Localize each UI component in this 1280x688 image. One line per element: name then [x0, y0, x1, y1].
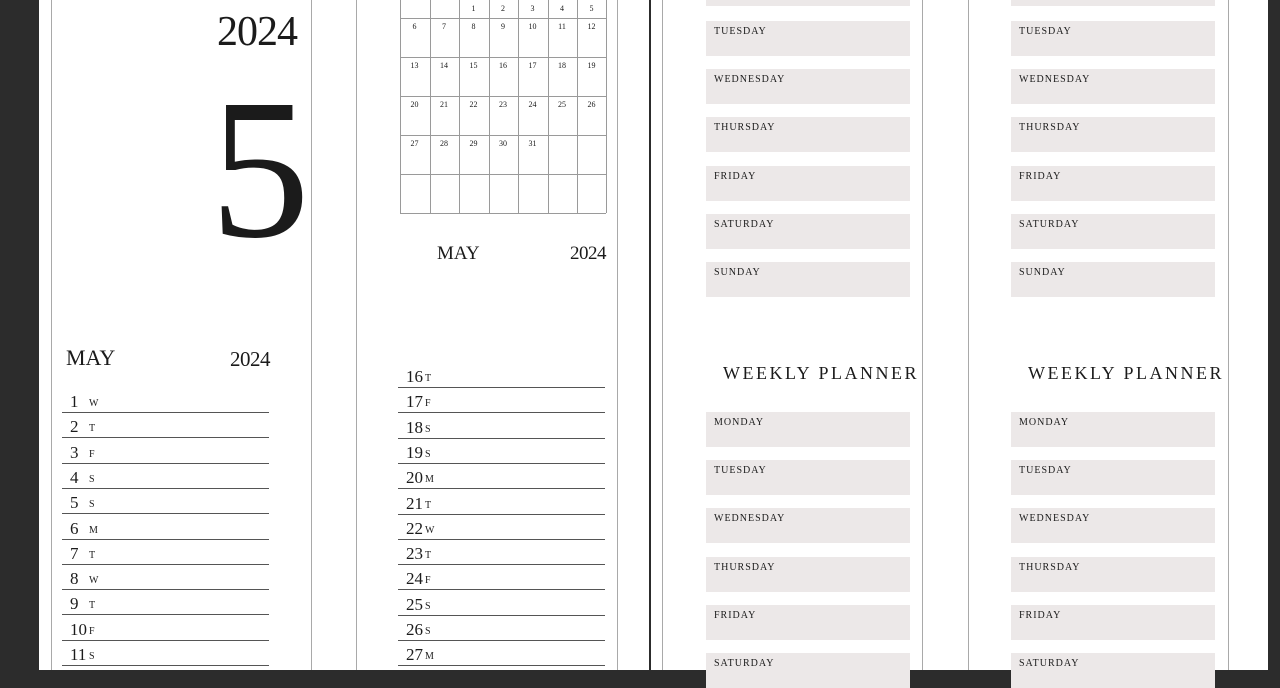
- panel3-left-border: [662, 0, 663, 670]
- calendar-day-cell[interactable]: 14: [440, 61, 448, 70]
- calendar-day-cell[interactable]: 12: [587, 22, 596, 31]
- day-number: 6: [70, 518, 79, 538]
- weekday-letter: S: [425, 626, 431, 637]
- panel3-weekly-planner-title: WEEKLY PLANNER: [723, 363, 920, 383]
- day-list-row[interactable]: [398, 360, 605, 385]
- calendar-day-cell[interactable]: 28: [440, 139, 448, 148]
- day-list-row[interactable]: [398, 588, 605, 613]
- panel2-right-border: [617, 0, 618, 670]
- weekday-letter: S: [425, 600, 431, 612]
- weekday-letter: M: [425, 474, 434, 486]
- planner-day-label: SATURDAY: [714, 658, 775, 669]
- weekday-letter: W: [89, 398, 99, 409]
- calendar-day-cell[interactable]: 30: [499, 139, 507, 148]
- planner-day-label: FRIDAY: [714, 609, 757, 621]
- planner-day-box[interactable]: [1011, 0, 1215, 6]
- day-list-row[interactable]: [398, 562, 605, 587]
- calendar-grid-line: [400, 135, 606, 136]
- calendar-day-cell[interactable]: 4: [560, 4, 564, 13]
- weekday-letter: T: [89, 549, 96, 561]
- panel1-day-number: 5: [210, 59, 310, 280]
- panel2-left-border: [356, 0, 357, 670]
- weekday-letter: T: [425, 550, 432, 562]
- weekday-letter: F: [425, 575, 431, 587]
- day-list-row[interactable]: [62, 638, 269, 663]
- planner-day-label: SATURDAY: [714, 218, 775, 230]
- day-list-row[interactable]: [62, 512, 269, 537]
- panel1-month-label: MAY: [66, 345, 116, 370]
- weekday-letter: T: [89, 423, 96, 435]
- calendar-day-cell[interactable]: 5: [589, 4, 594, 13]
- weekday-letter: T: [89, 600, 96, 612]
- planner-day-label: TUESDAY: [1019, 26, 1072, 37]
- day-list-row[interactable]: [62, 410, 269, 435]
- calendar-day-cell[interactable]: 25: [558, 100, 566, 109]
- weekday-letter: W: [89, 575, 99, 587]
- panel1-left-border: [51, 0, 52, 670]
- weekday-letter: F: [89, 625, 95, 637]
- calendar-day-cell[interactable]: 15: [469, 61, 478, 70]
- day-number: 8: [70, 569, 79, 589]
- calendar-day-cell[interactable]: 29: [469, 139, 478, 148]
- panel4-left-border: [968, 0, 969, 670]
- planner-day-label: MONDAY: [1019, 417, 1070, 428]
- calendar-grid-line: [400, 213, 606, 214]
- day-number: 25: [406, 594, 423, 614]
- day-number: 21: [406, 493, 423, 513]
- calendar-day-cell[interactable]: 1: [471, 4, 476, 13]
- calendar-day-cell[interactable]: 20: [410, 100, 419, 109]
- calendar-day-cell[interactable]: 17: [528, 61, 537, 70]
- panel2-month-year: 2024: [570, 243, 606, 264]
- calendar-day-cell[interactable]: 3: [530, 4, 535, 13]
- day-number: 23: [406, 544, 423, 564]
- planner-day-label: FRIDAY: [1019, 170, 1062, 182]
- calendar-day-cell[interactable]: 16: [499, 61, 507, 70]
- calendar-grid-line: [400, 96, 606, 97]
- calendar-day-cell[interactable]: 7: [442, 22, 446, 31]
- planner-day-box[interactable]: [706, 0, 910, 6]
- weekday-letter: S: [425, 423, 431, 435]
- day-list-row[interactable]: [62, 436, 269, 461]
- planner-day-label: WEDNESDAY: [1019, 513, 1091, 525]
- planner-day-label: THURSDAY: [1019, 122, 1081, 134]
- planner-day-label: MONDAY: [714, 417, 765, 428]
- weekday-letter: S: [425, 448, 431, 460]
- calendar-day-cell[interactable]: 18: [558, 61, 566, 70]
- planner-day-label: WEDNESDAY: [714, 74, 786, 86]
- planner-day-label: THURSDAY: [714, 561, 776, 573]
- calendar-day-cell[interactable]: 6: [412, 22, 417, 31]
- calendar-day-cell[interactable]: 22: [469, 100, 478, 109]
- panel1-year: 2024: [217, 9, 297, 55]
- calendar-day-cell[interactable]: 9: [501, 22, 505, 31]
- weekday-letter: T: [425, 499, 432, 511]
- planner-day-label: TUESDAY: [1019, 465, 1072, 477]
- calendar-grid-line: [400, 57, 606, 58]
- calendar-grid-line: [400, 174, 606, 175]
- day-list-row[interactable]: [398, 537, 605, 562]
- day-number: 1: [70, 392, 79, 411]
- calendar-day-cell[interactable]: 27: [410, 139, 419, 148]
- day-number: 11: [70, 645, 87, 664]
- planner-day-label: SUNDAY: [1019, 267, 1066, 278]
- weekday-letter: F: [425, 398, 431, 410]
- calendar-day-cell[interactable]: 24: [528, 100, 537, 109]
- day-number: 3: [70, 442, 79, 462]
- day-list-row[interactable]: [398, 436, 605, 461]
- day-list-row[interactable]: [62, 461, 269, 486]
- day-list-row[interactable]: [62, 613, 269, 638]
- panel3-right-border: [922, 0, 923, 670]
- planner-day-label: FRIDAY: [1019, 609, 1062, 621]
- calendar-day-cell[interactable]: 13: [410, 61, 419, 70]
- day-number: 4: [70, 467, 79, 487]
- calendar-day-cell[interactable]: 26: [587, 100, 596, 109]
- planner-day-label: TUESDAY: [714, 26, 767, 37]
- day-number: 10: [70, 619, 87, 639]
- planner-day-label: FRIDAY: [714, 170, 757, 182]
- calendar-grid-line: [400, 18, 606, 19]
- planner-day-label: SUNDAY: [714, 267, 761, 278]
- calendar-day-cell[interactable]: 8: [471, 22, 476, 31]
- day-number: 9: [70, 594, 79, 614]
- day-list-row[interactable]: [398, 461, 605, 486]
- weekday-letter: M: [425, 651, 434, 663]
- weekday-letter: M: [89, 524, 98, 536]
- day-number: 18: [406, 417, 423, 437]
- day-list-row[interactable]: [62, 385, 269, 410]
- panel2-month-calendar: [400, 0, 606, 213]
- day-number: 17: [406, 392, 423, 412]
- calendar-day-cell[interactable]: 2: [501, 4, 505, 13]
- day-list-row[interactable]: [398, 487, 605, 512]
- calendar-grid-line: [606, 0, 607, 213]
- weekday-letter: W: [425, 524, 435, 536]
- weekday-letter: T: [425, 373, 432, 384]
- weekday-letter: S: [89, 651, 95, 662]
- day-list-row[interactable]: [398, 638, 605, 663]
- weekday-letter: F: [89, 448, 95, 460]
- day-number: 20: [406, 468, 423, 488]
- calendar-day-cell[interactable]: 23: [499, 100, 507, 109]
- day-list-row[interactable]: [398, 512, 605, 537]
- planner-day-label: WEDNESDAY: [1019, 74, 1091, 86]
- day-list-row[interactable]: [62, 587, 269, 612]
- day-list-row[interactable]: [398, 385, 605, 410]
- panel1-month-year: 2024: [230, 347, 270, 371]
- day-list-row[interactable]: [62, 562, 269, 587]
- weekday-letter: S: [89, 499, 95, 511]
- planner-day-label: TUESDAY: [714, 465, 767, 477]
- writing-line: [62, 665, 269, 666]
- planner-day-label: SATURDAY: [1019, 658, 1080, 669]
- panel4-right-border: [1228, 0, 1229, 670]
- calendar-day-cell[interactable]: 21: [440, 100, 448, 109]
- day-list-row[interactable]: [62, 537, 269, 562]
- day-number: 22: [406, 518, 423, 538]
- day-number: 27: [406, 645, 423, 665]
- planner-day-label: THURSDAY: [1019, 561, 1081, 573]
- panel4-weekly-planner-title: WEEKLY PLANNER: [1028, 363, 1225, 383]
- day-list-row[interactable]: [398, 411, 605, 436]
- writing-line: [398, 665, 605, 666]
- day-number: 16: [406, 367, 423, 386]
- calendar-day-cell[interactable]: 19: [587, 61, 596, 70]
- calendar-day-cell[interactable]: 11: [558, 22, 566, 31]
- calendar-day-cell[interactable]: 31: [528, 139, 537, 148]
- day-number: 24: [406, 569, 423, 589]
- day-list-row[interactable]: [398, 613, 605, 638]
- planner-day-label: SATURDAY: [1019, 218, 1080, 230]
- planner-day-label: THURSDAY: [714, 122, 776, 134]
- planner-day-label: WEDNESDAY: [714, 513, 786, 525]
- panel2-month-label: MAY: [437, 243, 480, 264]
- day-number: 5: [70, 493, 79, 513]
- day-number: 2: [70, 417, 79, 437]
- weekday-letter: S: [89, 473, 95, 485]
- panel1-right-border: [311, 0, 312, 670]
- day-list-row[interactable]: [62, 486, 269, 511]
- day-number: 7: [70, 543, 79, 563]
- panel1-day-list: [62, 385, 269, 670]
- day-number: 26: [406, 620, 423, 639]
- day-number: 19: [406, 442, 423, 462]
- calendar-day-cell[interactable]: 10: [528, 22, 537, 31]
- panel2-day-list: [398, 360, 605, 670]
